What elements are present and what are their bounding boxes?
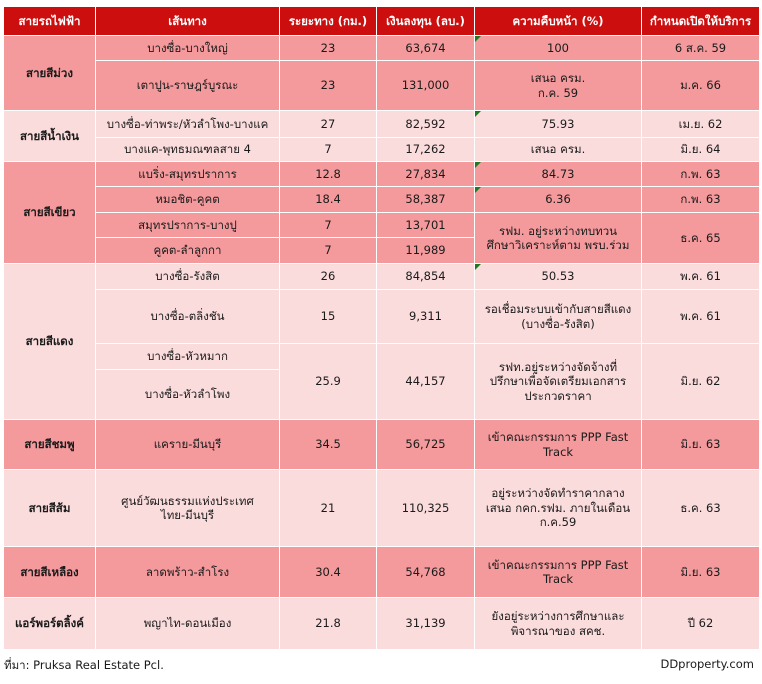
rail-projects-table [3,6,760,650]
table-row [4,61,760,111]
distance-cell: 26 [280,264,377,290]
brand-link[interactable]: DDproperty.com [660,657,754,671]
line-name-red: สายสีแดง [4,264,96,420]
distance-cell: 34.5 [280,420,377,470]
route-cell: แคราย-มีนบุรี [96,420,280,470]
table-row [4,111,760,138]
investment-cell: 56,725 [377,420,475,470]
line-name-airport: แอร์พอร์ตลิ้งค์ [4,598,96,650]
investment-cell: 31,139 [377,598,475,650]
route-cell: เตาปูน-ราษฎร์บูรณะ [96,61,280,111]
progress-cell [475,420,642,470]
line-name-orange: สายสีส้ม [4,470,96,547]
route-line: ศูนย์วัฒนธรรมแห่งประเทศ [121,493,254,508]
progress-line: ก.ค. 59 [537,85,579,100]
progress-cell: 50.53 [475,264,642,290]
source-note: ที่มา: Pruksa Real Estate Pcl. [4,658,164,672]
progress-line: เข้าคณะกรรมการ PPP Fast [487,557,629,572]
distance-cell: 30.4 [280,547,377,598]
opening-cell: ก.พ. 63 [642,162,760,187]
opening-cell: มิ.ย. 63 [642,420,760,470]
table-row [4,162,760,187]
route-cell: พญาไท-ดอนเมือง [96,598,280,650]
investment-cell: 9,311 [377,290,475,344]
table-row [4,290,760,344]
progress-line: พิจารณาของ สคช. [510,623,606,638]
distance-cell: 15 [280,290,377,344]
line-name-blue: สายสีน้ำเงิน [4,111,96,162]
progress-line: ก.ค.59 [539,515,577,530]
table-row [4,187,760,213]
investment-cell: 58,387 [377,187,475,213]
progress-line: Track [542,572,574,586]
progress-line: อยู่ระหว่างจัดทำราคากลาง [491,486,625,501]
investment-cell: 54,768 [377,547,475,598]
line-name-purple: สายสีม่วง [4,36,96,111]
progress-line: เข้าคณะกรรมการ PPP Fast [487,430,629,445]
opening-cell: มิ.ย. 64 [642,138,760,162]
opening-cell: พ.ค. 61 [642,290,760,344]
progress-line: เสนอ ครม. [530,71,586,86]
opening-cell: ม.ค. 66 [642,61,760,111]
progress-line: ยังอยู่ระหว่างการศึกษาและ [491,609,625,624]
table-row [4,598,760,650]
distance-cell: 27 [280,111,377,138]
progress-cell [475,290,642,344]
route-cell: หมอชิต-คูคต [96,187,280,213]
investment-cell: 13,701 [377,213,475,238]
progress-cell [475,61,642,111]
header-investment: เงินลงทุน (ลบ.) [377,7,475,36]
table-row [4,138,760,162]
distance-cell: 23 [280,61,377,111]
line-name-yellow: สายสีเหลือง [4,547,96,598]
investment-cell: 84,854 [377,264,475,290]
investment-cell: 63,674 [377,36,475,61]
route-cell: บางซื่อ-หัวหมาก [96,344,280,370]
table-row [4,547,760,598]
opening-cell: ปี 62 [642,598,760,650]
progress-cell [475,470,642,547]
table-row [4,264,760,290]
progress-line: รอเชื่อมระบบเข้ากับสายสีแดง [484,302,632,317]
distance-cell: 7 [280,213,377,238]
progress-cell [475,344,642,420]
table-row [4,470,760,547]
route-cell: บางแค-พุทธมณฑลสาย 4 [96,138,280,162]
progress-cell: 6.36 [475,187,642,213]
route-line: ไทย-มีนบุรี [160,508,215,522]
opening-cell: 6 ส.ค. 59 [642,36,760,61]
line-name-pink: สายสีชมพู [4,420,96,470]
progress-line: (บางซื่อ-รังสิต) [521,316,595,331]
table-row [4,344,760,370]
route-cell: บางซื่อ-ตลิ่งชัน [96,290,280,344]
distance-cell: 7 [280,138,377,162]
table-row [4,36,760,61]
header-distance: ระยะทาง (กม.) [280,7,377,36]
investment-cell: 11,989 [377,238,475,264]
route-cell: ลาดพร้าว-สำโรง [96,547,280,598]
distance-cell: 18.4 [280,187,377,213]
opening-cell: พ.ค. 61 [642,264,760,290]
progress-line: รฟท.อยู่ระหว่างจัดจ้างที่ [498,359,618,374]
progress-line: Track [542,444,574,459]
progress-cell [475,547,642,598]
route-cell: สมุทรปราการ-บางปู [96,213,280,238]
progress-cell [475,598,642,650]
table-row [4,213,760,238]
distance-cell: 21 [280,470,377,547]
investment-cell: 131,000 [377,61,475,111]
route-cell: บางซื่อ-บางใหญ่ [96,36,280,61]
progress-cell [475,213,642,264]
progress-cell: 75.93 [475,111,642,138]
distance-cell: 7 [280,238,377,264]
progress-line: ศึกษาวิเคราะห์ตาม พรบ.ร่วม [486,238,630,252]
header-route: เส้นทาง [96,7,280,36]
opening-cell: เม.ย. 62 [642,111,760,138]
investment-cell: 110,325 [377,470,475,547]
distance-cell: 25.9 [280,344,377,420]
header-opening: กำหนดเปิดให้บริการ [642,7,760,36]
route-cell: แบริ่ง-สมุทรปราการ [96,162,280,187]
route-cell: บางซื่อ-รังสิต [96,264,280,290]
progress-cell: 84.73 [475,162,642,187]
investment-cell: 27,834 [377,162,475,187]
progress-line: รฟม. อยู่ระหว่างทบทวน [498,223,618,238]
route-cell: บางซื่อ-หัวลำโพง [96,370,280,420]
progress-cell: เสนอ ครม. [475,138,642,162]
investment-cell: 17,262 [377,138,475,162]
distance-cell: 12.8 [280,162,377,187]
opening-cell: ธ.ค. 65 [642,213,760,264]
distance-cell: 23 [280,36,377,61]
opening-cell: มิ.ย. 63 [642,547,760,598]
progress-line: เสนอ กคก.รฟม. ภายในเดือน [485,500,631,515]
investment-cell: 82,592 [377,111,475,138]
header-progress: ความคืบหน้า (%) [475,7,642,36]
header-row [4,7,760,36]
investment-cell: 44,157 [377,344,475,420]
opening-cell: ธ.ค. 63 [642,470,760,547]
progress-line: ประกวดราคา [524,388,592,403]
opening-cell: ก.พ. 63 [642,187,760,213]
route-cell [96,470,280,547]
route-cell: บางซื่อ-ท่าพระ/หัวลำโพง-บางแค [96,111,280,138]
opening-cell: มิ.ย. 62 [642,344,760,420]
line-name-green: สายสีเขียว [4,162,96,264]
route-cell: คูคต-ลำลูกกา [96,238,280,264]
distance-cell: 21.8 [280,598,377,650]
progress-line: ปรึกษาเพื่อจัดเตรียมเอกสาร [489,374,627,389]
table-row [4,420,760,470]
header-line: สายรถไฟฟ้า [4,7,96,36]
progress-cell: 100 [475,36,642,61]
